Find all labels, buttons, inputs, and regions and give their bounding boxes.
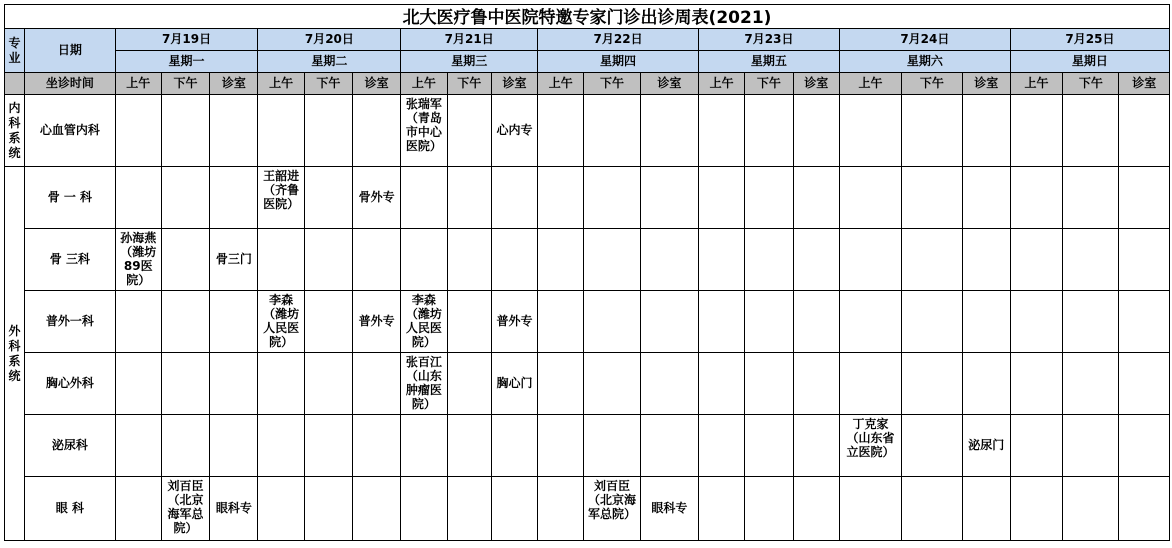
room-cell bbox=[640, 229, 698, 291]
doctor-cell: 张瑞军（青岛市中心医院） bbox=[401, 95, 447, 167]
doctor-cell: 李森（潍坊人民医院） bbox=[401, 291, 447, 353]
doctor-cell bbox=[745, 95, 793, 167]
doctor-cell bbox=[258, 477, 304, 541]
room-cell bbox=[793, 229, 839, 291]
doctor-cell bbox=[115, 353, 161, 415]
slot-label: 诊室 bbox=[210, 73, 258, 95]
doctor-cell bbox=[1063, 353, 1119, 415]
doctor-cell bbox=[745, 229, 793, 291]
room-cell: 普外专 bbox=[491, 291, 537, 353]
doctor-cell bbox=[902, 167, 962, 229]
room-cell bbox=[1119, 291, 1170, 353]
room-cell bbox=[1119, 477, 1170, 541]
day-weekday: 星期六 bbox=[839, 51, 1010, 73]
slot-label: 下午 bbox=[447, 73, 491, 95]
header-date-row bbox=[5, 29, 1170, 51]
system-internal bbox=[5, 95, 25, 167]
doctor-cell bbox=[304, 477, 352, 541]
doctor-cell bbox=[1063, 167, 1119, 229]
doctor-cell bbox=[401, 415, 447, 477]
doctor-cell bbox=[839, 477, 901, 541]
slot-label: 上午 bbox=[839, 73, 901, 95]
doctor-cell bbox=[258, 229, 304, 291]
room-cell bbox=[962, 95, 1010, 167]
room-cell bbox=[1119, 353, 1170, 415]
room-cell bbox=[793, 353, 839, 415]
room-cell bbox=[210, 353, 258, 415]
department-name: 心血管内科 bbox=[25, 95, 116, 167]
room-cell bbox=[640, 291, 698, 353]
doctor-cell bbox=[699, 95, 745, 167]
slot-label: 诊室 bbox=[793, 73, 839, 95]
slot-label: 诊室 bbox=[1119, 73, 1170, 95]
day-date: 7月23日 bbox=[699, 29, 840, 51]
doctor-cell bbox=[115, 167, 161, 229]
slot-label: 上午 bbox=[258, 73, 304, 95]
doctor-cell bbox=[584, 95, 640, 167]
doctor-cell bbox=[401, 477, 447, 541]
room-cell: 普外专 bbox=[353, 291, 401, 353]
doctor-cell bbox=[538, 415, 584, 477]
doctor-cell bbox=[584, 415, 640, 477]
doctor-cell bbox=[304, 353, 352, 415]
department-name: 骨 三科 bbox=[25, 229, 116, 291]
day-date: 7月22日 bbox=[538, 29, 699, 51]
room-cell bbox=[962, 167, 1010, 229]
day-date: 7月19日 bbox=[115, 29, 258, 51]
day-weekday: 星期二 bbox=[258, 51, 401, 73]
doctor-cell bbox=[839, 353, 901, 415]
doctor-cell bbox=[745, 353, 793, 415]
doctor-cell bbox=[1010, 415, 1062, 477]
doctor-cell bbox=[538, 95, 584, 167]
doctor-cell bbox=[902, 229, 962, 291]
slot-label: 下午 bbox=[902, 73, 962, 95]
doctor-cell bbox=[1010, 167, 1062, 229]
system-surgical-text: 外科系统 bbox=[8, 323, 21, 383]
doctor-cell bbox=[584, 353, 640, 415]
doctor-cell bbox=[1063, 477, 1119, 541]
doctor-cell bbox=[538, 477, 584, 541]
doctor-cell bbox=[115, 477, 161, 541]
doctor-cell bbox=[584, 229, 640, 291]
doctor-cell: 李森（潍坊人民医院） bbox=[258, 291, 304, 353]
day-date: 7月20日 bbox=[258, 29, 401, 51]
day-weekday: 星期日 bbox=[1010, 51, 1169, 73]
doctor-cell bbox=[258, 95, 304, 167]
department-name: 眼 科 bbox=[25, 477, 116, 541]
day-date: 7月25日 bbox=[1010, 29, 1169, 51]
room-cell bbox=[793, 95, 839, 167]
table-row bbox=[5, 477, 1170, 541]
doctor-cell: 丁克家（山东省立医院） bbox=[839, 415, 901, 477]
doctor-cell bbox=[1010, 477, 1062, 541]
day-weekday: 星期四 bbox=[538, 51, 699, 73]
doctor-cell: 张百江（山东肿瘤医院） bbox=[401, 353, 447, 415]
day-date: 7月24日 bbox=[839, 29, 1010, 51]
room-cell bbox=[793, 477, 839, 541]
room-cell bbox=[353, 229, 401, 291]
room-cell bbox=[962, 229, 1010, 291]
slot-label: 诊室 bbox=[640, 73, 698, 95]
doctor-cell bbox=[304, 291, 352, 353]
doctor-cell bbox=[839, 229, 901, 291]
doctor-cell bbox=[1063, 415, 1119, 477]
room-cell: 眼科专 bbox=[210, 477, 258, 541]
room-cell bbox=[962, 353, 1010, 415]
doctor-cell bbox=[538, 229, 584, 291]
doctor-cell bbox=[584, 167, 640, 229]
slot-label: 上午 bbox=[538, 73, 584, 95]
slot-label: 上午 bbox=[1010, 73, 1062, 95]
date-label: 日期 bbox=[25, 29, 116, 73]
doctor-cell bbox=[447, 95, 491, 167]
slot-label: 诊室 bbox=[962, 73, 1010, 95]
room-cell bbox=[491, 167, 537, 229]
doctor-cell bbox=[304, 167, 352, 229]
doctor-cell bbox=[1063, 229, 1119, 291]
doctor-cell bbox=[902, 353, 962, 415]
doctor-cell bbox=[538, 353, 584, 415]
room-cell bbox=[210, 167, 258, 229]
slot-label: 下午 bbox=[745, 73, 793, 95]
room-cell bbox=[1119, 167, 1170, 229]
slot-label: 上午 bbox=[699, 73, 745, 95]
doctor-cell bbox=[699, 477, 745, 541]
doctor-cell bbox=[304, 95, 352, 167]
day-weekday: 星期三 bbox=[401, 51, 538, 73]
doctor-cell bbox=[447, 415, 491, 477]
room-cell bbox=[793, 291, 839, 353]
room-cell bbox=[210, 415, 258, 477]
doctor-cell bbox=[304, 415, 352, 477]
header-weekday-row bbox=[5, 51, 1170, 73]
doctor-cell bbox=[699, 229, 745, 291]
doctor-cell: 王韶进（齐鲁医院） bbox=[258, 167, 304, 229]
doctor-cell bbox=[699, 415, 745, 477]
slot-label: 下午 bbox=[584, 73, 640, 95]
room-cell bbox=[353, 353, 401, 415]
room-cell: 泌尿门 bbox=[962, 415, 1010, 477]
room-cell bbox=[793, 167, 839, 229]
department-name: 骨 一 科 bbox=[25, 167, 116, 229]
doctor-cell bbox=[699, 291, 745, 353]
department-name: 泌尿科 bbox=[25, 415, 116, 477]
day-weekday: 星期一 bbox=[115, 51, 258, 73]
doctor-cell bbox=[1010, 353, 1062, 415]
doctor-cell bbox=[1063, 291, 1119, 353]
room-cell bbox=[640, 415, 698, 477]
room-cell bbox=[353, 477, 401, 541]
doctor-cell bbox=[161, 353, 209, 415]
doctor-cell bbox=[447, 353, 491, 415]
room-cell: 骨三门 bbox=[210, 229, 258, 291]
room-cell bbox=[491, 477, 537, 541]
doctor-cell bbox=[447, 229, 491, 291]
doctor-cell bbox=[401, 167, 447, 229]
room-cell bbox=[1119, 95, 1170, 167]
doctor-cell bbox=[902, 415, 962, 477]
doctor-cell bbox=[839, 167, 901, 229]
room-cell bbox=[640, 167, 698, 229]
slot-label: 诊室 bbox=[491, 73, 537, 95]
time-label: 坐诊时间 bbox=[25, 73, 116, 95]
doctor-cell bbox=[115, 415, 161, 477]
doctor-cell bbox=[447, 477, 491, 541]
doctor-cell bbox=[161, 229, 209, 291]
table-row bbox=[5, 415, 1170, 477]
doctor-cell: 刘百臣（北京海军总院） bbox=[161, 477, 209, 541]
table-row bbox=[5, 353, 1170, 415]
room-cell bbox=[640, 353, 698, 415]
room-cell bbox=[210, 291, 258, 353]
doctor-cell bbox=[258, 353, 304, 415]
slot-label: 下午 bbox=[1063, 73, 1119, 95]
doctor-cell bbox=[115, 95, 161, 167]
doctor-cell bbox=[902, 291, 962, 353]
doctor-cell: 刘百臣（北京海军总院） bbox=[584, 477, 640, 541]
slot-label: 上午 bbox=[115, 73, 161, 95]
doctor-cell bbox=[447, 291, 491, 353]
slot-corner bbox=[5, 73, 25, 95]
doctor-cell bbox=[1010, 229, 1062, 291]
day-weekday: 星期五 bbox=[699, 51, 840, 73]
doctor-cell bbox=[161, 95, 209, 167]
room-cell bbox=[962, 291, 1010, 353]
doctor-cell bbox=[745, 477, 793, 541]
doctor-cell bbox=[584, 291, 640, 353]
specialty-header-text: 专业 bbox=[8, 35, 21, 65]
doctor-cell bbox=[161, 167, 209, 229]
system-surgical bbox=[5, 167, 25, 541]
room-cell: 眼科专 bbox=[640, 477, 698, 541]
doctor-cell bbox=[699, 353, 745, 415]
slot-label: 下午 bbox=[304, 73, 352, 95]
department-name: 普外一科 bbox=[25, 291, 116, 353]
doctor-cell bbox=[161, 415, 209, 477]
room-cell bbox=[491, 229, 537, 291]
room-cell bbox=[353, 415, 401, 477]
doctor-cell bbox=[699, 167, 745, 229]
table-row bbox=[5, 291, 1170, 353]
doctor-cell: 孙海燕（潍坊89医院） bbox=[115, 229, 161, 291]
room-cell bbox=[491, 415, 537, 477]
doctor-cell bbox=[1010, 291, 1062, 353]
room-cell: 骨外专 bbox=[353, 167, 401, 229]
room-cell bbox=[210, 95, 258, 167]
doctor-cell bbox=[839, 291, 901, 353]
schedule-title: 北大医疗鲁中医院特邀专家门诊出诊周表(2021) bbox=[4, 4, 1170, 28]
room-cell bbox=[353, 95, 401, 167]
doctor-cell bbox=[115, 291, 161, 353]
doctor-cell bbox=[839, 95, 901, 167]
header-slot-row bbox=[5, 73, 1170, 95]
doctor-cell bbox=[538, 167, 584, 229]
doctor-cell bbox=[538, 291, 584, 353]
room-cell bbox=[1119, 415, 1170, 477]
doctor-cell bbox=[304, 229, 352, 291]
room-cell bbox=[793, 415, 839, 477]
doctor-cell bbox=[745, 167, 793, 229]
doctor-cell bbox=[745, 415, 793, 477]
slot-label: 上午 bbox=[401, 73, 447, 95]
table-row bbox=[5, 167, 1170, 229]
doctor-cell bbox=[447, 167, 491, 229]
doctor-cell bbox=[401, 229, 447, 291]
doctor-cell bbox=[1063, 95, 1119, 167]
system-internal-text: 内科系统 bbox=[8, 100, 21, 160]
doctor-cell bbox=[161, 291, 209, 353]
doctor-cell bbox=[258, 415, 304, 477]
table-row bbox=[5, 95, 1170, 167]
schedule-sheet bbox=[4, 4, 1170, 546]
room-cell bbox=[640, 95, 698, 167]
room-cell bbox=[962, 477, 1010, 541]
day-date: 7月21日 bbox=[401, 29, 538, 51]
department-name: 胸心外科 bbox=[25, 353, 116, 415]
room-cell: 胸心门 bbox=[491, 353, 537, 415]
schedule-table bbox=[4, 28, 1170, 541]
specialty-header bbox=[5, 29, 25, 73]
doctor-cell bbox=[745, 291, 793, 353]
room-cell: 心内专 bbox=[491, 95, 537, 167]
doctor-cell bbox=[902, 95, 962, 167]
slot-label: 下午 bbox=[161, 73, 209, 95]
doctor-cell bbox=[902, 477, 962, 541]
slot-label: 诊室 bbox=[353, 73, 401, 95]
table-row bbox=[5, 229, 1170, 291]
room-cell bbox=[1119, 229, 1170, 291]
doctor-cell bbox=[1010, 95, 1062, 167]
